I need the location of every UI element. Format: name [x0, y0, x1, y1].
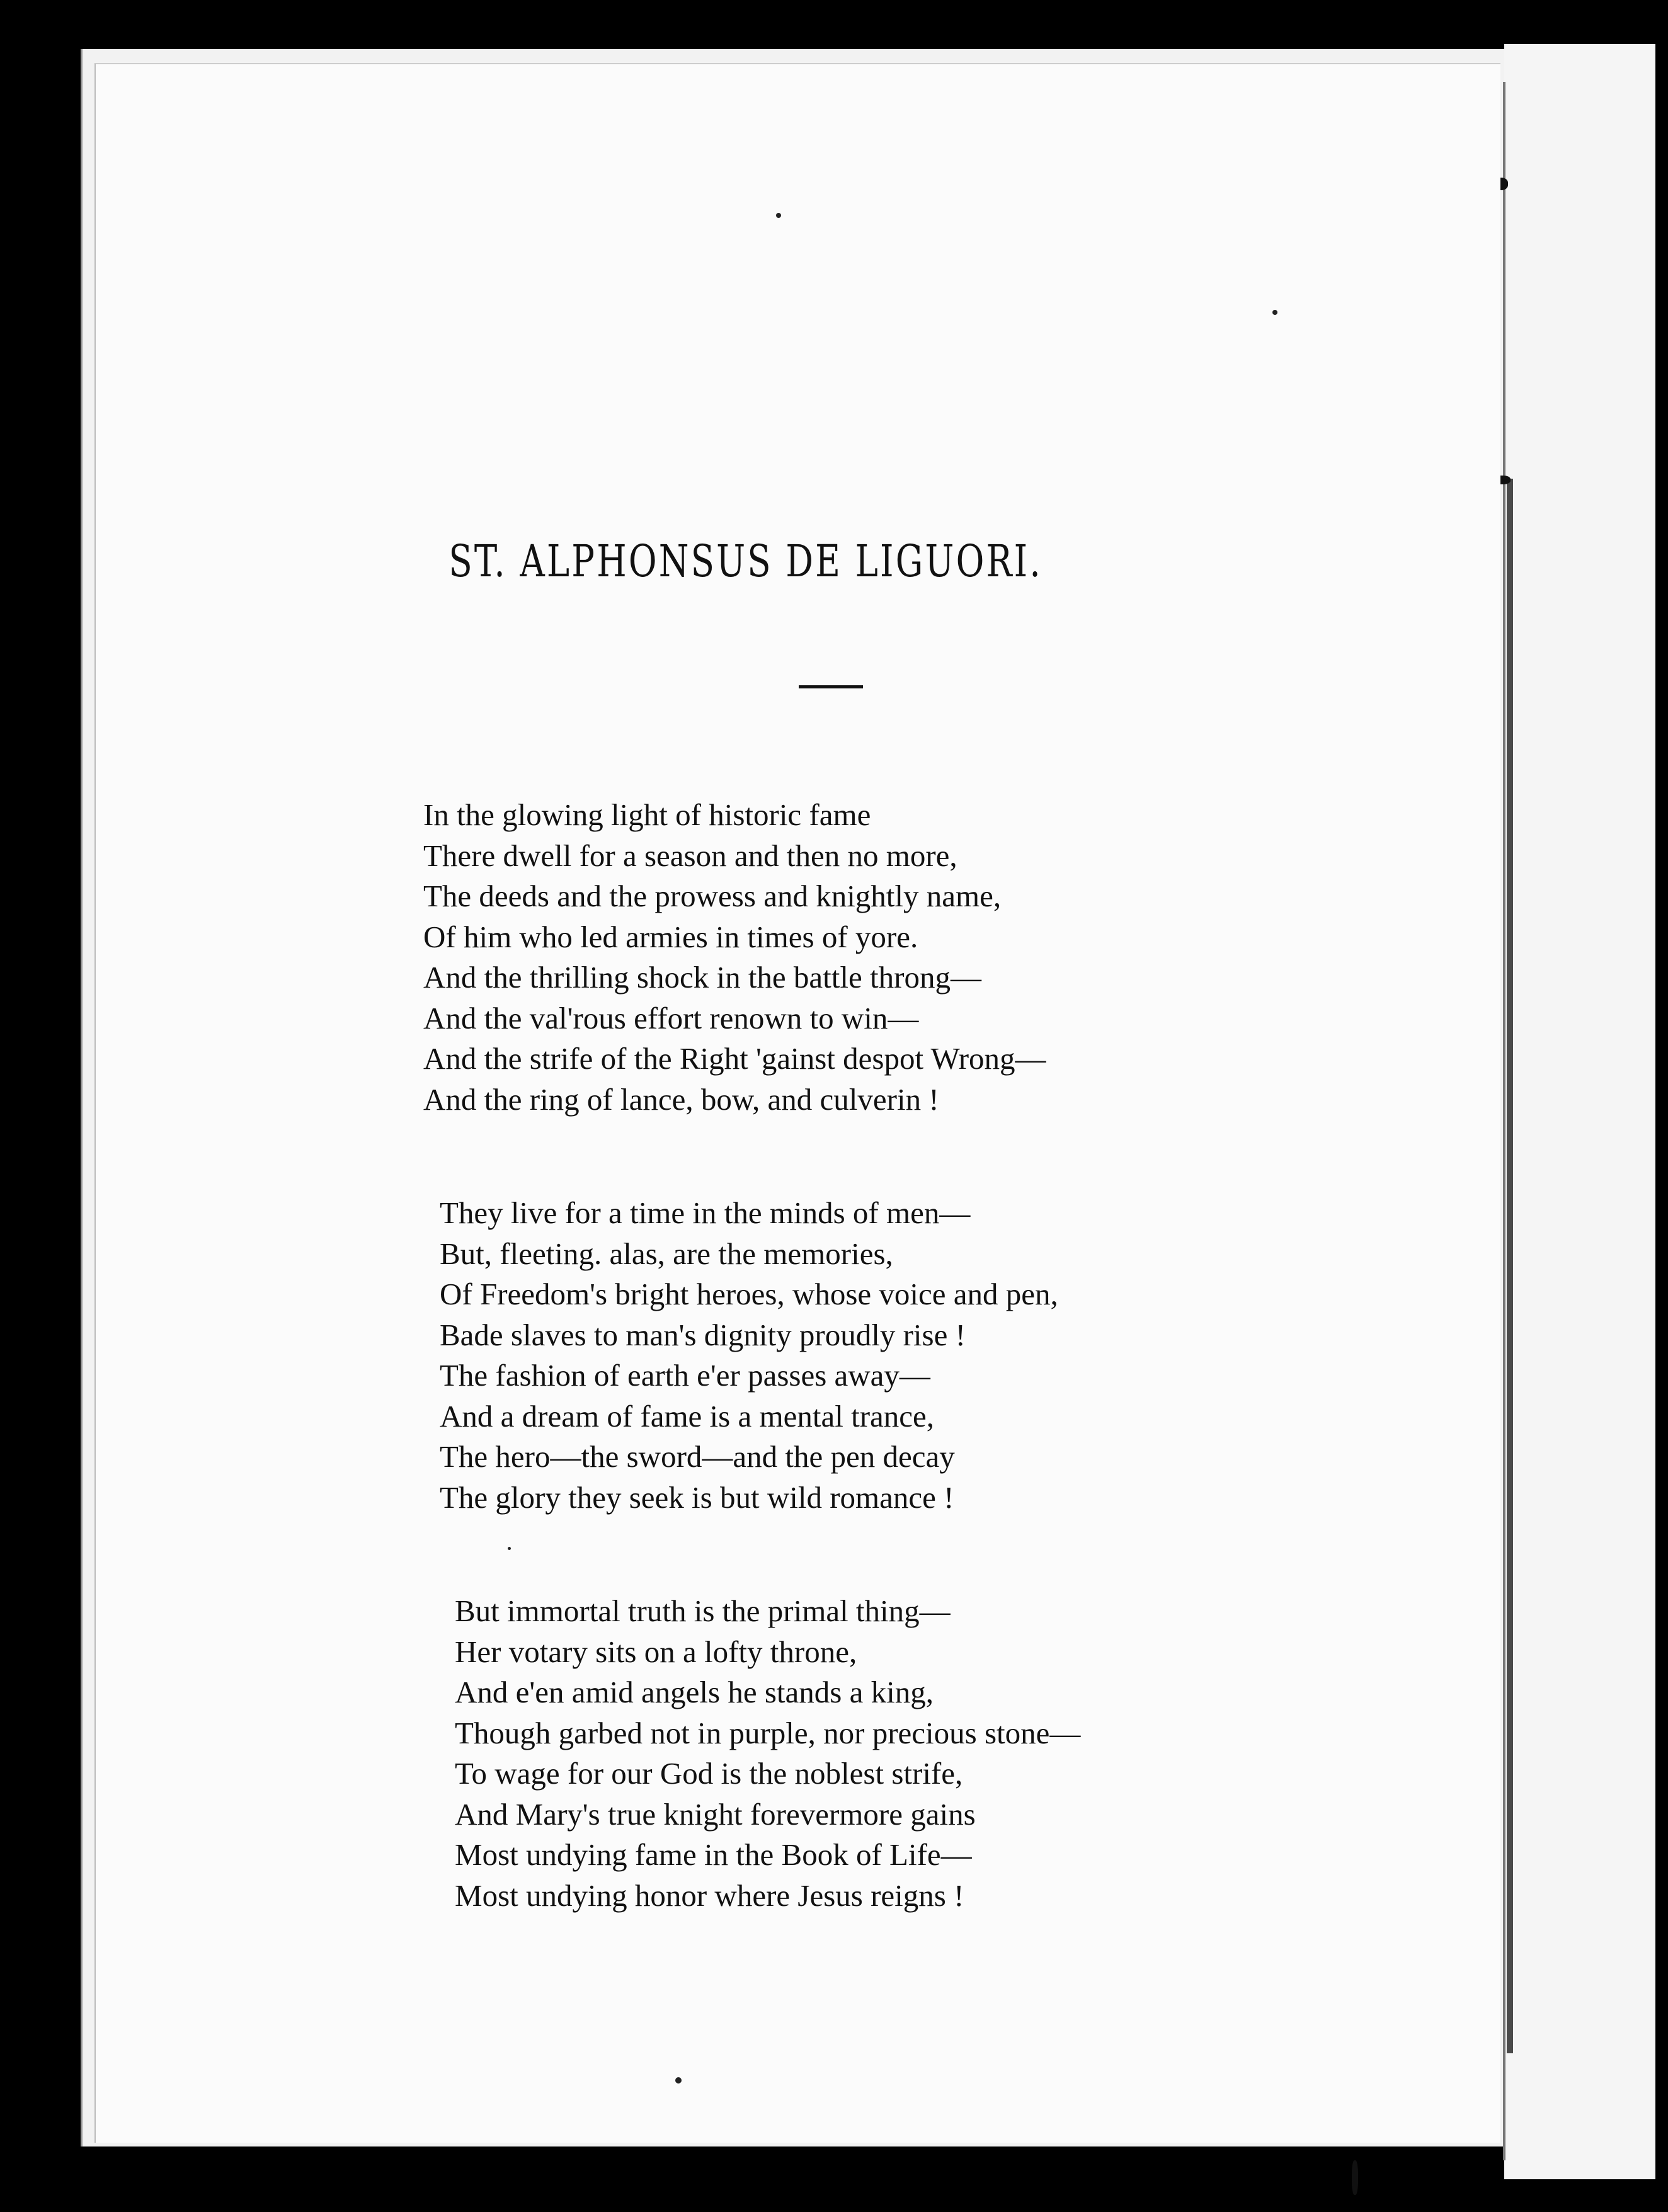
- poem-line: Most undying honor where Jesus reigns !: [455, 1878, 964, 1913]
- poem-line: Though garbed not in purple, nor precious stone—: [455, 1715, 1081, 1750]
- ink-speck: [1272, 310, 1277, 315]
- ink-speck: [776, 213, 781, 218]
- poem-line: Bade slaves to man's dignity proudly rise !: [440, 1317, 966, 1352]
- poem-line: And the strife of the Right 'gainst despot Wrong—: [423, 1041, 1046, 1076]
- poem-line: And the ring of lance, bow, and culverin !: [423, 1081, 939, 1117]
- poem-line: To wage for our God is the noblest strife,: [455, 1756, 963, 1791]
- poem-line: The fashion of earth e'er passes away—: [440, 1358, 930, 1393]
- page-binding-edge: [1507, 479, 1513, 2053]
- facing-page-edge: [1504, 44, 1655, 2179]
- poem-line: And e'en amid angels he stands a king,: [455, 1675, 934, 1709]
- poem-line: Most undying fame in the Book of Life—: [455, 1837, 972, 1872]
- binding-mark-bottom: [1352, 2160, 1358, 2195]
- poem-line: Her votary sits on a lofty throne,: [455, 1634, 857, 1669]
- poem-line: Of him who led armies in times of yore.: [423, 919, 918, 954]
- stanza-3: [455, 1591, 1080, 1916]
- title-divider: [799, 685, 863, 688]
- poem-line: But immortal truth is the primal thing—: [455, 1593, 951, 1628]
- poem-line: And the val'rous effort renown to win—: [423, 1000, 919, 1035]
- stanza-2: [440, 1193, 1058, 1518]
- poem-line: Of Freedom's bright heroes, whose voice and pen,: [440, 1277, 1058, 1311]
- poem-line: But, fleeting. alas, are the memories,: [440, 1236, 893, 1271]
- poem-line: There dwell for a season and then no more,: [423, 838, 957, 873]
- ink-speck: [508, 1547, 511, 1550]
- poem-line: In the glowing light of historic fame: [423, 797, 871, 832]
- poem-line: The hero—the sword—and the pen decay: [440, 1439, 955, 1474]
- poem-line: And a dream of fame is a mental trance,: [440, 1398, 935, 1434]
- page-edge-shadow: [1503, 82, 1505, 2160]
- poem-line: The deeds and the prowess and knightly name,: [423, 879, 1002, 913]
- poem-line: And Mary's true knight forevermore gains: [455, 1796, 976, 1832]
- poem-title: ST. ALPHONSUS DE LIGUORI.: [448, 535, 1042, 587]
- stanza-1: [423, 795, 1046, 1120]
- poem-line: And the thrilling shock in the battle throng—: [423, 960, 981, 995]
- poem-line: They live for a time in the minds of men—: [440, 1195, 971, 1230]
- poem-line: The glory they seek is but wild romance !: [440, 1479, 954, 1515]
- ink-speck: [675, 2077, 682, 2084]
